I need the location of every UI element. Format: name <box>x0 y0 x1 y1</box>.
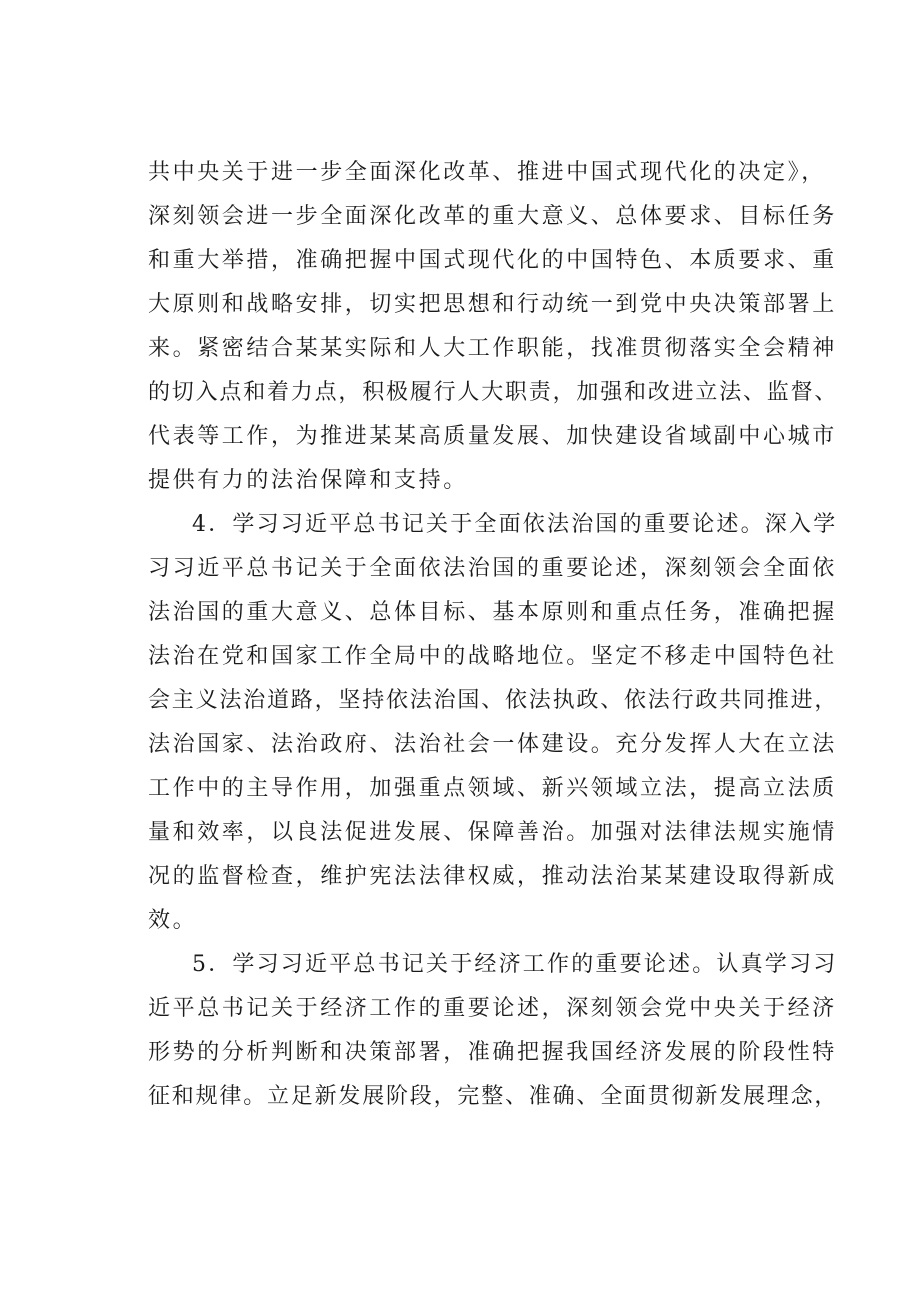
paragraph-2-line-6: 法治国家、法治政府、法治社会一体建设。充分发挥人大在立法 <box>148 732 837 757</box>
paragraph-2-line-8: 量和效率，以良法促进发展、保障善治。加强对法律法规实施情 <box>148 820 837 845</box>
paragraph-1-line-7: 代表等工作，为推进某某高质量发展、加快建设省域副中心城市 <box>148 424 837 449</box>
paragraph-2-line-10: 效。 <box>148 908 198 933</box>
paragraph-2-line-1: 4．学习习近平总书记关于全面依法治国的重要论述。深入学 <box>192 512 838 537</box>
paragraph-1-line-6: 的切入点和着力点，积极履行人大职责，加强和改进立法、监督、 <box>148 380 839 405</box>
paragraph-1-line-4: 大原则和战略安排，切实把思想和行动统一到党中央决策部署上 <box>148 292 837 317</box>
paragraph-3-line-2: 近平总书记关于经济工作的重要论述，深刻领会党中央关于经济 <box>148 996 837 1021</box>
paragraph-2-line-3: 法治国的重大意义、总体目标、基本原则和重点任务，准确把握 <box>148 600 837 625</box>
paragraph-3-line-1: 5．学习习近平总书记关于经济工作的重要论述。认真学习习 <box>192 952 838 977</box>
paragraph-2-line-9: 况的监督检查，维护宪法法律权威，推动法治某某建设取得新成 <box>148 864 837 889</box>
paragraph-2-line-7: 工作中的主导作用，加强重点领域、新兴领域立法，提高立法质 <box>148 776 837 801</box>
paragraph-1-line-1: 共中央关于进一步全面深化改革、推进中国式现代化的决定》， <box>148 160 826 185</box>
paragraph-1-line-8: 提供有力的法治保障和支持。 <box>148 468 468 493</box>
paragraph-2-line-4: 法治在党和国家工作全局中的战略地位。坚定不移走中国特色社 <box>148 644 837 669</box>
paragraph-2-line-5: 会主义法治道路，坚持依法治国、依法执政、依法行政共同推进， <box>148 688 839 713</box>
paragraph-3-line-3: 形势的分析判断和决策部署，准确把握我国经济发展的阶段性特 <box>148 1040 837 1065</box>
paragraph-1-line-2: 深刻领会进一步全面深化改革的重大意义、总体要求、目标任务 <box>148 204 837 229</box>
paragraph-2-line-2: 习习近平总书记关于全面依法治国的重要论述，深刻领会全面依 <box>148 556 837 581</box>
paragraph-1-line-3: 和重大举措，准确把握中国式现代化的中国特色、本质要求、重 <box>148 248 837 273</box>
paragraph-3-line-4: 征和规律。立足新发展阶段，完整、准确、全面贯彻新发展理念， <box>148 1084 839 1109</box>
paragraph-1-line-5: 来。紧密结合某某实际和人大工作职能，找准贯彻落实全会精神 <box>148 336 837 361</box>
